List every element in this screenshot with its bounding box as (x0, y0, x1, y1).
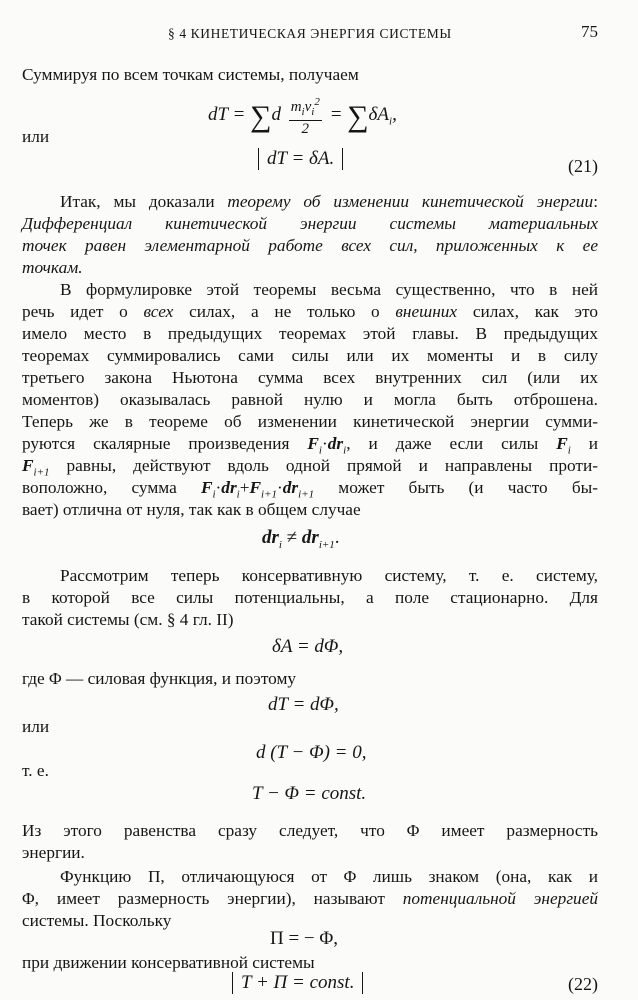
running-title: § 4 КИНЕТИЧЕСКАЯ ЭНЕРГИЯ СИСТЕМЫ (168, 26, 452, 41)
theorem-line: точкам. (22, 258, 83, 277)
formula-part: v (304, 99, 312, 115)
formula-dT: dT = dΦ, (268, 694, 339, 715)
index: i+1 (33, 466, 50, 479)
text-line: имело место в предыдущих теоремах этой главы. В предыдущих (22, 324, 598, 343)
vector-F: F (307, 434, 319, 453)
text-emphasis: всех (143, 302, 174, 321)
text-span: и (588, 434, 599, 453)
vector-dr: dr (262, 527, 279, 548)
text-line: третьего закона Ньютона сумма всех внутренних сил (или их (22, 368, 598, 387)
running-header (0, 22, 638, 46)
text-line: теоремах суммировались сами силы или их моменты и в силу (22, 346, 598, 365)
text-span: воположно, сумма (22, 478, 177, 497)
operator: + (239, 478, 250, 497)
text-line (22, 301, 598, 323)
text-line: такой системы (см. § 4 гл. II) (22, 610, 234, 629)
operator: · (277, 478, 283, 497)
equation-number: (22) (568, 974, 598, 994)
boxed-formula-21 (258, 148, 343, 170)
equation-number: (21) (568, 156, 598, 176)
text-line: Теперь же в теореме об изменении кинетической энергии сумми- (22, 412, 598, 431)
text-line: или (22, 717, 50, 736)
formula-P: П = − Φ, (270, 928, 339, 949)
formula-part: dT = (208, 103, 246, 125)
sum-symbol: ∑ (347, 99, 369, 133)
vector-F: F (556, 434, 568, 453)
text-line: т. е. (22, 761, 49, 780)
text-line: Из этого равенства сразу следует, что Φ имеет размерность (22, 821, 598, 840)
vector-F: F (249, 478, 262, 497)
vector-F: F (200, 478, 213, 497)
formula-dA: δA = dΦ, (272, 636, 344, 657)
text-line: или (22, 127, 50, 146)
formula-part: 2 (314, 96, 320, 108)
text-span: может быть (и часто бы- (338, 478, 599, 497)
index: i+1 (298, 488, 315, 501)
formula-dTPhi: d (T − Φ) = 0, (256, 742, 367, 763)
formula-part: d (271, 103, 281, 125)
formula-const: T − Φ = const. (252, 783, 367, 804)
text-line: Функцию П, отличающуюся от Φ лишь знаком (она, как и (60, 867, 598, 886)
vector-dr: dr (301, 527, 319, 548)
page-number: 75 (581, 22, 598, 41)
text-line (22, 191, 598, 213)
text-span: речь идет о (22, 302, 128, 321)
text-emphasis: внешних (395, 302, 458, 321)
formula-part: = (329, 103, 343, 125)
boxed-equation: dT = δA. (258, 148, 343, 170)
index: i (567, 444, 571, 457)
text-span: Φ, имеет размерность энергии), называют (22, 889, 385, 908)
punct: , (346, 434, 351, 453)
text-span: : (593, 192, 598, 211)
text-line: вает) отлична от нуля, так как в общем случае (22, 500, 361, 519)
operator: · (215, 478, 222, 497)
text-emphasis: потенциальной энергией (402, 889, 599, 908)
text-line: моментов) оказывалась равной нулю и могла быть отброшена. (22, 390, 598, 409)
text-line: В формулировке этой теоремы весьма существенно, что в ней (60, 280, 598, 299)
formula-part: δA (368, 103, 389, 125)
text-line: системы. Поскольку (22, 911, 172, 930)
text-line: Рассмотрим теперь консервативную систему, т. е. систему, (60, 566, 598, 585)
vector-dr: dr (282, 478, 299, 497)
text-line: Суммируя по всем точкам системы, получаем (22, 65, 359, 84)
index: i (343, 444, 347, 457)
formula-part: i (389, 115, 393, 128)
text-line (22, 888, 598, 910)
theorem-line: точек равен элементарной работе всех сил, приложенных к ее (22, 236, 598, 255)
formula-dr (262, 527, 340, 551)
text-span: силах, а не только о (189, 302, 380, 321)
vector-dr: dr (221, 478, 237, 497)
formula-part: i (301, 106, 305, 118)
boxed-equation: T + П = const. (232, 972, 363, 994)
text-span: равны, действуют вдоль одной прямой и направлены проти- (66, 456, 598, 475)
theorem-line: Дифференциал кинетической энергии системы материальных (22, 214, 598, 233)
index: i (212, 488, 216, 501)
text-span: и даже если силы (368, 434, 539, 453)
boxed-formula-22 (232, 972, 363, 994)
text-emphasis: теорему об изменении кинетической энергии (227, 192, 594, 211)
formula-part: i (311, 106, 315, 118)
sum-symbol: ∑ (250, 99, 272, 133)
formula-part: m (290, 99, 302, 115)
fraction-numerator (289, 94, 322, 121)
index: i (318, 444, 322, 457)
text-line: энергии. (22, 843, 85, 862)
text-span: Итак, мы доказали (60, 192, 215, 211)
text-line: где Φ — силовая функция, и поэтому (22, 669, 297, 688)
vector-F: F (22, 456, 34, 475)
punct: . (334, 527, 340, 548)
index: i (278, 538, 282, 551)
text-span: силах, как это (472, 302, 599, 321)
fraction-denominator: 2 (301, 121, 309, 137)
index: i+1 (261, 488, 277, 501)
text-line: в которой все силы потенциальны, а поле стационарно. Для (22, 588, 598, 607)
index: i (236, 488, 240, 501)
vector-dr: dr (327, 434, 344, 453)
formula-part: , (392, 103, 397, 125)
operator: · (321, 434, 328, 453)
text-span: руются скалярные произведения (22, 434, 290, 453)
text-line: при движении консервативной системы (22, 953, 315, 972)
operator: ≠ (286, 527, 298, 548)
index: i+1 (318, 538, 335, 551)
